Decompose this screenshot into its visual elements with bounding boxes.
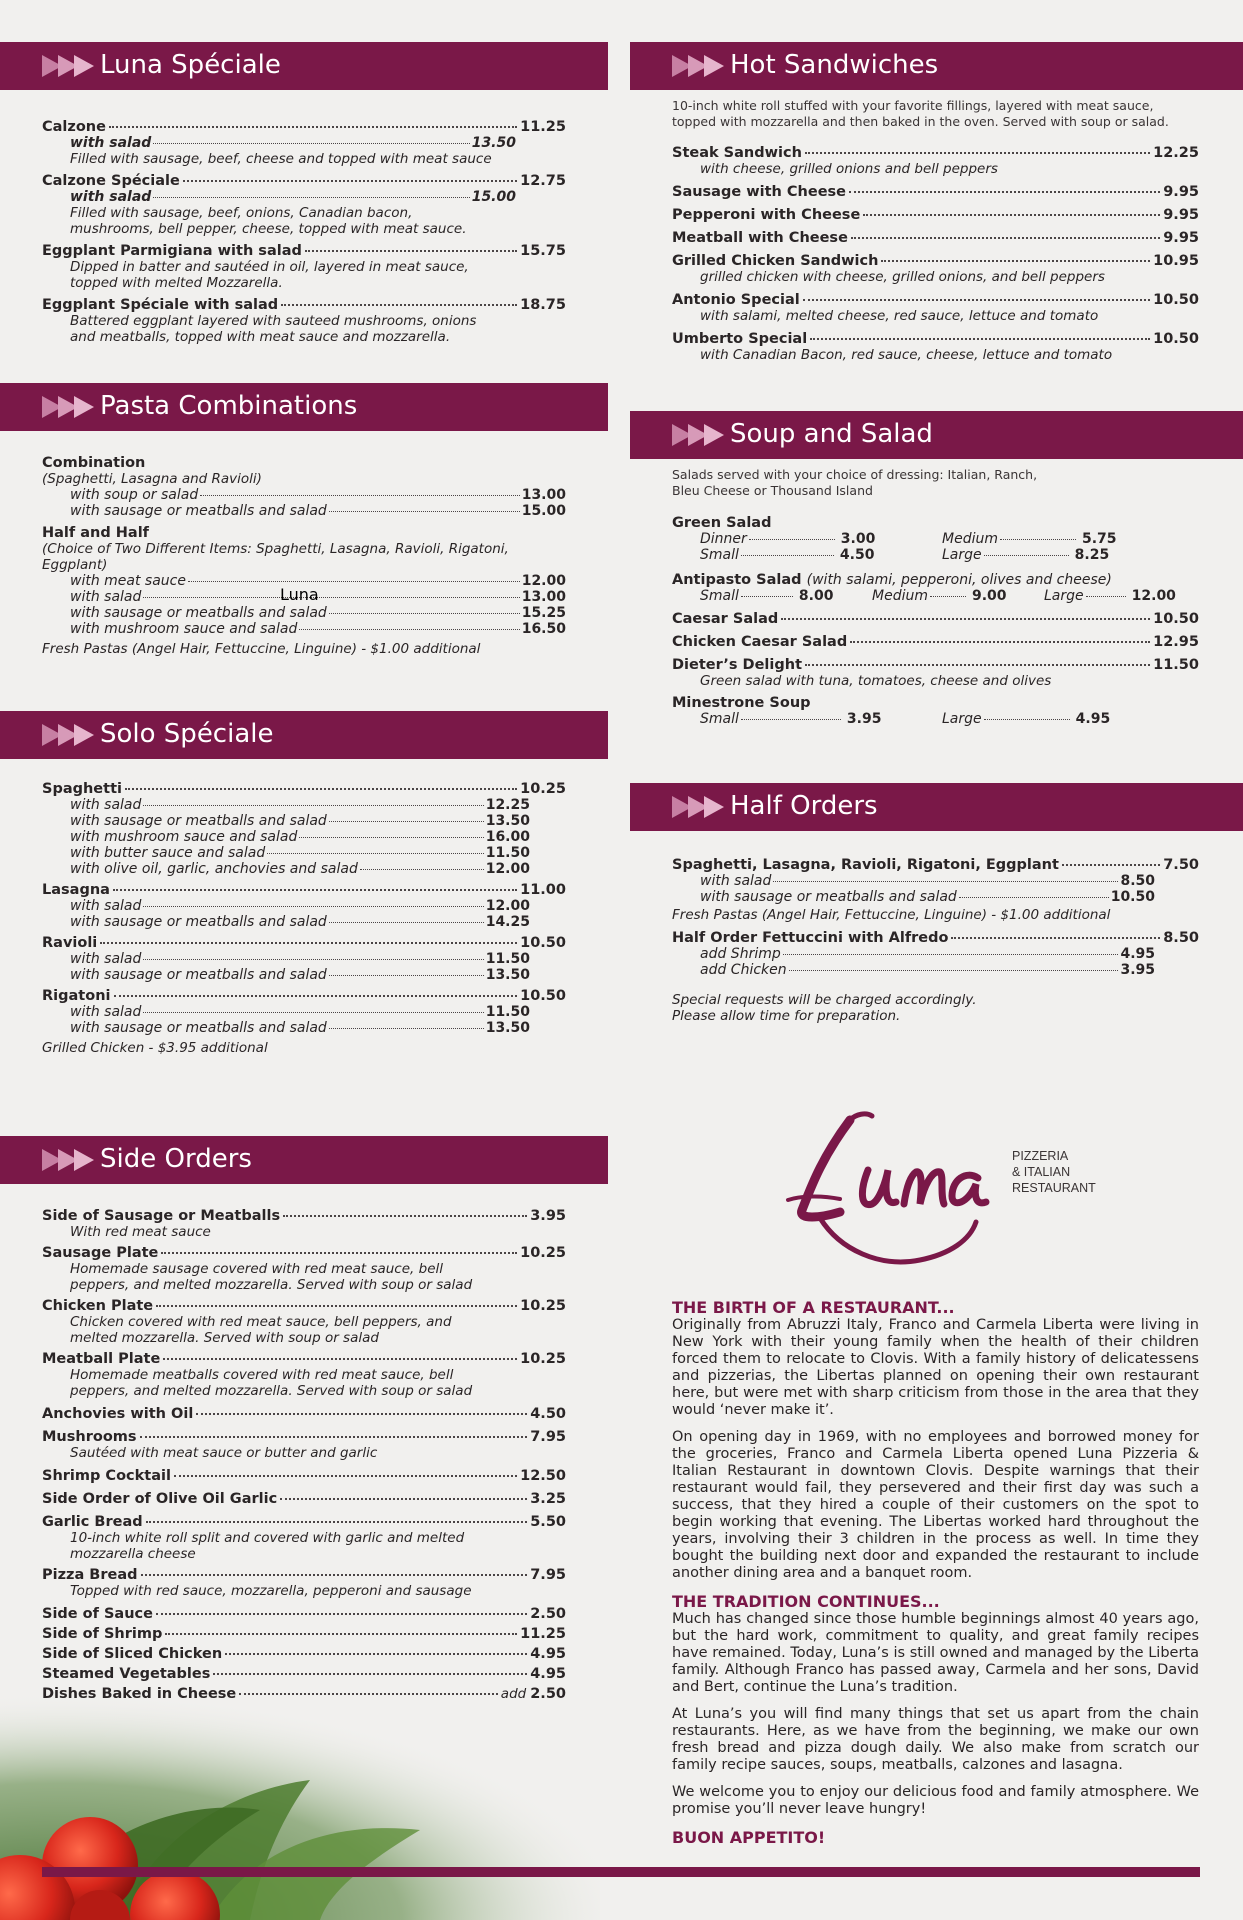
- item-price: 7.95: [530, 1429, 566, 1445]
- size-price: 12.00: [1131, 588, 1176, 604]
- logo-script-text: Luna: [280, 585, 319, 604]
- item-price: 10.50: [520, 988, 566, 1004]
- section-luna-speciale: [0, 42, 608, 345]
- item-price: 7.95: [530, 1567, 566, 1583]
- sub-label: with meat sauce: [70, 573, 186, 589]
- item-description: with salami, melted cheese, red sauce, lettuce and tomato: [700, 308, 1099, 324]
- size-row: [700, 588, 1199, 604]
- item-name: Half and Half: [42, 525, 149, 541]
- item-price: 10.25: [520, 1245, 566, 1261]
- sub-option: [70, 189, 516, 205]
- menu-item: [42, 1491, 566, 1507]
- size-row: [700, 547, 1199, 563]
- section-half-orders: [630, 783, 1243, 1024]
- item-price: 10.50: [1153, 292, 1199, 308]
- item-name: Spaghetti, Lasagna, Ravioli, Rigatoni, Eggplant: [672, 857, 1059, 873]
- sub-price: 11.50: [485, 1004, 530, 1020]
- item-name: Grilled Chicken Sandwich: [672, 253, 879, 269]
- size-label: Large: [1044, 588, 1084, 604]
- size-option: [700, 531, 942, 547]
- item-price: 18.75: [520, 297, 566, 313]
- story-paragraph: Originally from Abruzzi Italy, Franco and Carmela Liberta were living in New York with their young family when the health of their children forced them to relocate to Clovis. With a family history of delicatessens and pizzerias, the Libertas planned on opening their own restaurant here, but were met with sharp criticism from those in the area that they would ‘never make it’.: [672, 1317, 1199, 1418]
- section-note: Grilled Chicken - $3.95 additional: [42, 1040, 268, 1056]
- sub-label: with olive oil, garlic, anchovies and salad: [70, 861, 358, 877]
- item-price: 7.50: [1163, 857, 1199, 873]
- size-option: [700, 588, 872, 604]
- item-price: 9.95: [1163, 207, 1199, 223]
- sub-price: 13.00: [521, 589, 566, 605]
- item-description: melted mozzarella. Served with soup or salad: [70, 1330, 379, 1346]
- triple-arrow-icon: [42, 724, 96, 746]
- menu-item: [42, 1606, 566, 1622]
- menu-item: [42, 1468, 566, 1484]
- item-price: 10.25: [520, 781, 566, 797]
- sub-option: [70, 621, 566, 637]
- size-option: [1044, 588, 1176, 604]
- menu-item: [42, 1429, 566, 1445]
- sub-label: with salad: [700, 873, 772, 889]
- item-price: 11.25: [520, 119, 566, 135]
- menu-item: [672, 184, 1199, 200]
- menu-item: [42, 243, 566, 259]
- sub-label: with salad: [70, 1004, 142, 1020]
- item-description: topped with melted Mozzarella.: [70, 275, 283, 291]
- sub-label: with salad: [70, 589, 142, 605]
- sub-option: [70, 813, 530, 829]
- triple-arrow-icon: [672, 796, 726, 818]
- price-prefix: add: [500, 1686, 527, 1702]
- sub-label: with butter sauce and salad: [70, 845, 266, 861]
- item-list: [672, 145, 1199, 363]
- menu-item: [672, 230, 1199, 246]
- sub-price: 4.95: [1120, 946, 1155, 962]
- sub-option: [70, 135, 516, 151]
- size-row: [700, 531, 1199, 547]
- menu-item: [672, 569, 1199, 588]
- sub-label: add Shrimp: [700, 946, 781, 962]
- item-price: 4.95: [530, 1646, 566, 1662]
- menu-item: [42, 1351, 566, 1367]
- item-name: Dishes Baked in Cheese: [42, 1686, 237, 1702]
- item-price: 2.50: [530, 1686, 566, 1702]
- item-price: 3.25: [530, 1491, 566, 1507]
- item-list: [42, 781, 566, 1056]
- sub-label: with sausage or meatballs and salad: [70, 914, 327, 930]
- menu-item: [42, 1686, 566, 1702]
- sub-label: with sausage or meatballs and salad: [700, 889, 957, 905]
- logo-subtitle: [1012, 1148, 1096, 1196]
- size-option: [942, 531, 1117, 547]
- sub-option: [70, 797, 530, 813]
- triple-arrow-icon: [672, 55, 726, 77]
- sub-price: 11.50: [485, 845, 530, 861]
- sub-label: with salad: [70, 135, 152, 151]
- item-price: 11.50: [1153, 657, 1199, 673]
- item-price: 10.25: [520, 1298, 566, 1314]
- item-list: [42, 455, 566, 657]
- sub-label: with salad: [70, 189, 152, 205]
- item-description: Chicken covered with red meat sauce, bell peppers, and: [70, 1314, 452, 1330]
- item-list: [42, 119, 566, 345]
- menu-item: [672, 292, 1199, 308]
- item-name: Side Order of Olive Oil Garlic: [42, 1491, 278, 1507]
- section-title: Side Orders: [100, 1144, 252, 1174]
- sub-option: [700, 873, 1155, 889]
- sub-option: [70, 829, 530, 845]
- section-note: Fresh Pastas (Angel Hair, Fettuccine, Linguine) - $1.00 additional: [42, 641, 481, 657]
- item-name: Antonio Special: [672, 292, 800, 308]
- sub-price: 13.50: [471, 135, 516, 151]
- item-description: with cheese, grilled onions and bell peppers: [700, 161, 998, 177]
- sub-label: with sausage or meatballs and salad: [70, 813, 327, 829]
- item-description: Green salad with tuna, tomatoes, cheese and olives: [700, 673, 1052, 689]
- size-label: Medium: [942, 531, 998, 547]
- item-description: Filled with sausage, beef, cheese and topped with meat sauce: [70, 151, 492, 167]
- sub-option: [70, 967, 530, 983]
- story-paragraph: On opening day in 1969, with no employees and borrowed money for the groceries, Franco and Carmela Liberta opened Luna Pizzeria & Italian Restaurant in downtown Clovis. Despite warnings that their restaurant would fail, they persevered and their first day was such a success, that they hired a couple of their customers on the spot to begin working that evening. The Libertas worked hard throughout the years, involving their 3 children in the process as well. In time they bought the building next door and expanded the restaurant to include another dining area and a banquet room.: [672, 1429, 1199, 1581]
- special-requests-note: Special requests will be charged accordingly.: [672, 992, 977, 1008]
- size-price: 8.25: [1074, 547, 1110, 563]
- menu-item: [672, 253, 1199, 269]
- section-title: Luna Spéciale: [100, 50, 281, 80]
- menu-item: [42, 988, 566, 1004]
- item-description: peppers, and melted mozzarella. Served with soup or salad: [70, 1383, 473, 1399]
- item-list: [42, 1208, 566, 1702]
- menu-item: [42, 781, 566, 797]
- size-price: 5.75: [1081, 531, 1117, 547]
- sub-label: with salad: [70, 797, 142, 813]
- sub-price: 15.25: [521, 605, 566, 621]
- menu-item: [672, 331, 1199, 347]
- sub-label: with sausage or meatballs and salad: [70, 605, 327, 621]
- sub-option: [700, 946, 1155, 962]
- menu-item: [42, 1646, 566, 1662]
- section-pasta-combinations: [0, 383, 608, 657]
- sub-price: 11.50: [485, 951, 530, 967]
- menu-item: [42, 1567, 566, 1583]
- size-price: 4.95: [1075, 711, 1111, 727]
- sub-option: [70, 845, 530, 861]
- item-name: Chicken Caesar Salad: [672, 634, 848, 650]
- size-label: Dinner: [700, 531, 747, 547]
- triple-arrow-icon: [42, 55, 96, 77]
- sub-label: with salad: [70, 898, 142, 914]
- sub-price: 13.50: [485, 967, 530, 983]
- size-label: Small: [700, 588, 739, 604]
- item-name: Eggplant Spéciale with salad: [42, 297, 279, 313]
- item-name: Antipasto Salad: [672, 572, 802, 588]
- menu-item: [672, 207, 1199, 223]
- menu-item: [42, 297, 566, 313]
- menu-item: [42, 1245, 566, 1261]
- item-description: Homemade sausage covered with red meat sauce, bell: [70, 1261, 443, 1277]
- item-price: 11.00: [520, 882, 566, 898]
- section-banner: [630, 411, 1243, 459]
- size-label: Large: [942, 711, 982, 727]
- item-name: Sausage with Cheese: [672, 184, 846, 200]
- size-price: 9.00: [971, 588, 1007, 604]
- item-name: Caesar Salad: [672, 611, 779, 627]
- item-price: 8.50: [1163, 930, 1199, 946]
- sub-option: [70, 1004, 530, 1020]
- item-price: 12.95: [1153, 634, 1199, 650]
- item-description: with Canadian Bacon, red sauce, cheese, lettuce and tomato: [700, 347, 1113, 363]
- sub-price: 12.00: [521, 573, 566, 589]
- item-price: 9.95: [1163, 230, 1199, 246]
- sub-price: 13.00: [521, 487, 566, 503]
- item-name: Pizza Bread: [42, 1567, 138, 1583]
- item-name: Side of Sliced Chicken: [42, 1646, 223, 1662]
- section-intro: 10-inch white roll stuffed with your favorite fillings, layered with meat sauce,: [672, 98, 1154, 113]
- vegetables-image: [0, 1680, 600, 1920]
- sub-option: [70, 898, 530, 914]
- item-description: grilled chicken with cheese, grilled onions, and bell peppers: [700, 269, 1105, 285]
- section-intro: Bleu Cheese or Thousand Island: [672, 483, 873, 498]
- item-price: 11.25: [520, 1626, 566, 1642]
- section-banner: [0, 711, 608, 759]
- size-label: Small: [700, 547, 739, 563]
- section-soup-and-salad: [630, 411, 1243, 727]
- section-title: Half Orders: [730, 791, 878, 821]
- sub-price: 13.50: [485, 1020, 530, 1036]
- sub-price: 15.00: [521, 503, 566, 519]
- story-heading: THE BIRTH OF A RESTAURANT...: [672, 1298, 955, 1317]
- sub-option: [70, 914, 530, 930]
- size-option: [700, 547, 942, 563]
- sub-label: with mushroom sauce and salad: [70, 621, 298, 637]
- size-price: 4.50: [839, 547, 875, 563]
- item-name: Rigatoni: [42, 988, 111, 1004]
- item-name: Lasagna: [42, 882, 110, 898]
- size-label: Medium: [872, 588, 928, 604]
- sub-price: 12.25: [485, 797, 530, 813]
- section-title: Pasta Combinations: [100, 391, 358, 421]
- item-description: Battered eggplant layered with sauteed mushrooms, onions: [70, 313, 477, 329]
- item-name: Pepperoni with Cheese: [672, 207, 861, 223]
- size-price: 3.95: [846, 711, 882, 727]
- sub-price: 10.50: [1110, 889, 1155, 905]
- menu-item: [672, 857, 1199, 873]
- size-option: [942, 711, 1110, 727]
- sub-label: with soup or salad: [70, 487, 199, 503]
- item-name: Steak Sandwich: [672, 145, 802, 161]
- menu-item: [672, 145, 1199, 161]
- sub-label: with sausage or meatballs and salad: [70, 1020, 327, 1036]
- menu-item: [42, 119, 566, 135]
- item-description: Eggplant): [42, 557, 108, 573]
- item-name: Half Order Fettuccini with Alfredo: [672, 930, 949, 946]
- item-price: 12.50: [520, 1468, 566, 1484]
- item-description: Filled with sausage, beef, onions, Canadian bacon,: [70, 205, 413, 221]
- size-row: [700, 711, 1199, 727]
- sub-option: [70, 861, 530, 877]
- item-name: Anchovies with Oil: [42, 1406, 194, 1422]
- item-name: Side of Sausage or Meatballs: [42, 1208, 281, 1224]
- triple-arrow-icon: [42, 1149, 96, 1171]
- sub-price: 16.00: [485, 829, 530, 845]
- item-name: Garlic Bread: [42, 1514, 143, 1530]
- item-name: Mushrooms: [42, 1429, 137, 1445]
- section-banner: [630, 783, 1243, 831]
- item-description: With red meat sauce: [70, 1224, 211, 1240]
- size-label: Large: [942, 547, 982, 563]
- triple-arrow-icon: [42, 396, 96, 418]
- section-side-orders: [0, 1136, 608, 1702]
- menu-item: [42, 1666, 566, 1682]
- item-name: Eggplant Parmigiana with salad: [42, 243, 302, 259]
- menu-item: [672, 657, 1199, 673]
- item-price: 10.50: [1153, 611, 1199, 627]
- item-description: Dipped in batter and sautéed in oil, layered in meat sauce,: [70, 259, 469, 275]
- item-price: 10.25: [520, 1351, 566, 1367]
- sub-price: 16.50: [521, 621, 566, 637]
- story-paragraph: Much has changed since those humble beginnings almost 40 years ago, but the hard work, commitment to quality, and great family recipes have remained. Today, Luna’s is still owned and managed by the Liberta family. Although Franco has passed away, Carmela and her sons, David and Bert, continue the Luna’s tradition.: [672, 1611, 1199, 1695]
- item-description: (with salami, pepperoni, olives and cheese): [806, 572, 1112, 588]
- item-description: (Choice of Two Different Items: Spaghetti, Lasagna, Ravioli, Rigatoni,: [42, 541, 509, 557]
- menu-item: [42, 1208, 566, 1224]
- sub-price: 12.00: [485, 898, 530, 914]
- item-name: Umberto Special: [672, 331, 808, 347]
- menu-item: [672, 930, 1199, 946]
- item-price: 4.95: [530, 1666, 566, 1682]
- menu-item: [42, 1298, 566, 1314]
- item-price: 15.75: [520, 243, 566, 259]
- section-banner: [0, 1136, 608, 1184]
- sub-option: [700, 962, 1155, 978]
- bottom-divider: [42, 1867, 1200, 1877]
- sub-price: 12.00: [485, 861, 530, 877]
- sub-option: [70, 605, 566, 621]
- sub-price: 13.50: [485, 813, 530, 829]
- section-intro: Salads served with your choice of dressing: Italian, Ranch,: [672, 467, 1038, 482]
- item-description: 10-inch white roll split and covered with garlic and melted: [70, 1530, 465, 1546]
- sub-label: with salad: [70, 951, 142, 967]
- menu-item: [42, 1626, 566, 1642]
- item-price: 2.50: [530, 1606, 566, 1622]
- item-price: 3.95: [530, 1208, 566, 1224]
- section-title: Hot Sandwiches: [730, 50, 939, 80]
- sub-option: [70, 503, 566, 519]
- item-description: Homemade meatballs covered with red meat sauce, bell: [70, 1367, 454, 1383]
- logo-line: RESTAURANT: [1012, 1181, 1096, 1195]
- menu-item: [672, 634, 1199, 650]
- sub-option: [700, 889, 1155, 905]
- item-list: [672, 857, 1199, 1024]
- section-hot-sandwiches: [630, 42, 1243, 363]
- size-option: [872, 588, 1044, 604]
- section-title: Soup and Salad: [730, 419, 933, 449]
- item-price: 10.95: [1153, 253, 1199, 269]
- item-name: Dieter’s Delight: [672, 657, 802, 673]
- restaurant-story: [672, 1298, 1199, 1847]
- size-price: 3.00: [840, 531, 876, 547]
- item-name: Green Salad: [672, 515, 772, 531]
- item-name: Spaghetti: [42, 781, 122, 797]
- menu-item: [42, 935, 566, 951]
- item-description: and meatballs, topped with meat sauce and mozzarella.: [70, 329, 451, 345]
- item-description: Sautéed with meat sauce or butter and garlic: [70, 1445, 378, 1461]
- sub-option: [70, 951, 530, 967]
- item-name: Shrimp Cocktail: [42, 1468, 171, 1484]
- item-list: [672, 515, 1199, 727]
- item-name: Combination: [42, 455, 146, 471]
- section-title: Solo Spéciale: [100, 719, 274, 749]
- item-price: 10.50: [1153, 331, 1199, 347]
- section-note: Fresh Pastas (Angel Hair, Fettuccine, Linguine) - $1.00 additional: [672, 907, 1111, 923]
- item-name: Side of Shrimp: [42, 1626, 163, 1642]
- size-option: [700, 711, 942, 727]
- sub-price: 8.50: [1120, 873, 1155, 889]
- sub-price: 15.00: [471, 189, 516, 205]
- item-name: Ravioli: [42, 935, 98, 951]
- item-price: 12.25: [1153, 145, 1199, 161]
- section-banner: [0, 42, 608, 90]
- item-description: mushrooms, bell pepper, cheese, topped with meat sauce.: [70, 221, 467, 237]
- item-price: 5.50: [530, 1514, 566, 1530]
- item-description: Topped with red sauce, mozzarella, pepperoni and sausage: [70, 1583, 472, 1599]
- item-name: Calzone: [42, 119, 106, 135]
- size-label: Small: [700, 711, 739, 727]
- story-paragraph: At Luna’s you will find many things that set us apart from the chain restaurants. Here, as we have from the beginning, we make our own fresh bread and pizza dough daily. We also make from scratch our family recipe sauces, soups, meatballs, calzones and lasagna.: [672, 1706, 1199, 1773]
- item-name: Side of Sauce: [42, 1606, 153, 1622]
- sub-price: 3.95: [1120, 962, 1155, 978]
- item-description: mozzarella cheese: [70, 1546, 196, 1562]
- section-solo-speciale: [0, 711, 608, 1056]
- item-name: Minestrone Soup: [672, 695, 811, 711]
- menu-item: [672, 611, 1199, 627]
- item-name: Meatball with Cheese: [672, 230, 848, 246]
- sub-option: [70, 1020, 530, 1036]
- section-banner: [0, 383, 608, 431]
- sub-label: with sausage or meatballs and salad: [70, 967, 327, 983]
- sub-label: add Chicken: [700, 962, 787, 978]
- menu-item: [42, 1514, 566, 1530]
- section-banner: [630, 42, 1243, 90]
- item-name: Chicken Plate: [42, 1298, 154, 1314]
- item-price: 10.50: [520, 935, 566, 951]
- special-requests-note: Please allow time for preparation.: [672, 1008, 901, 1024]
- item-name: Calzone Spéciale: [42, 173, 180, 189]
- story-paragraph: We welcome you to enjoy our delicious food and family atmosphere. We promise you’ll never leave hungry!: [672, 1784, 1199, 1817]
- item-price: 9.95: [1163, 184, 1199, 200]
- item-name: Meatball Plate: [42, 1351, 161, 1367]
- sub-price: 14.25: [485, 914, 530, 930]
- item-description: (Spaghetti, Lasagna and Ravioli): [42, 471, 262, 487]
- item-description: peppers, and melted mozzarella. Served with soup or salad: [70, 1277, 473, 1293]
- item-name: Steamed Vegetables: [42, 1666, 211, 1682]
- story-heading: THE TRADITION CONTINUES...: [672, 1592, 940, 1611]
- size-option: [942, 547, 1109, 563]
- size-price: 8.00: [798, 588, 834, 604]
- item-price: 4.50: [530, 1406, 566, 1422]
- sub-label: with sausage or meatballs and salad: [70, 503, 327, 519]
- triple-arrow-icon: [672, 424, 726, 446]
- section-intro: topped with mozzarella and then baked in the oven. Served with soup or salad.: [672, 114, 1169, 129]
- sub-option: [70, 487, 566, 503]
- menu-item: [42, 1406, 566, 1422]
- item-name: Sausage Plate: [42, 1245, 159, 1261]
- sub-label: with mushroom sauce and salad: [70, 829, 298, 845]
- item-price: 12.75: [520, 173, 566, 189]
- logo-line: PIZZERIA: [1012, 1149, 1069, 1163]
- menu-item: [42, 173, 566, 189]
- logo-line: & ITALIAN: [1012, 1165, 1071, 1179]
- menu-item: [42, 882, 566, 898]
- story-heading: BUON APPETITO!: [672, 1828, 826, 1847]
